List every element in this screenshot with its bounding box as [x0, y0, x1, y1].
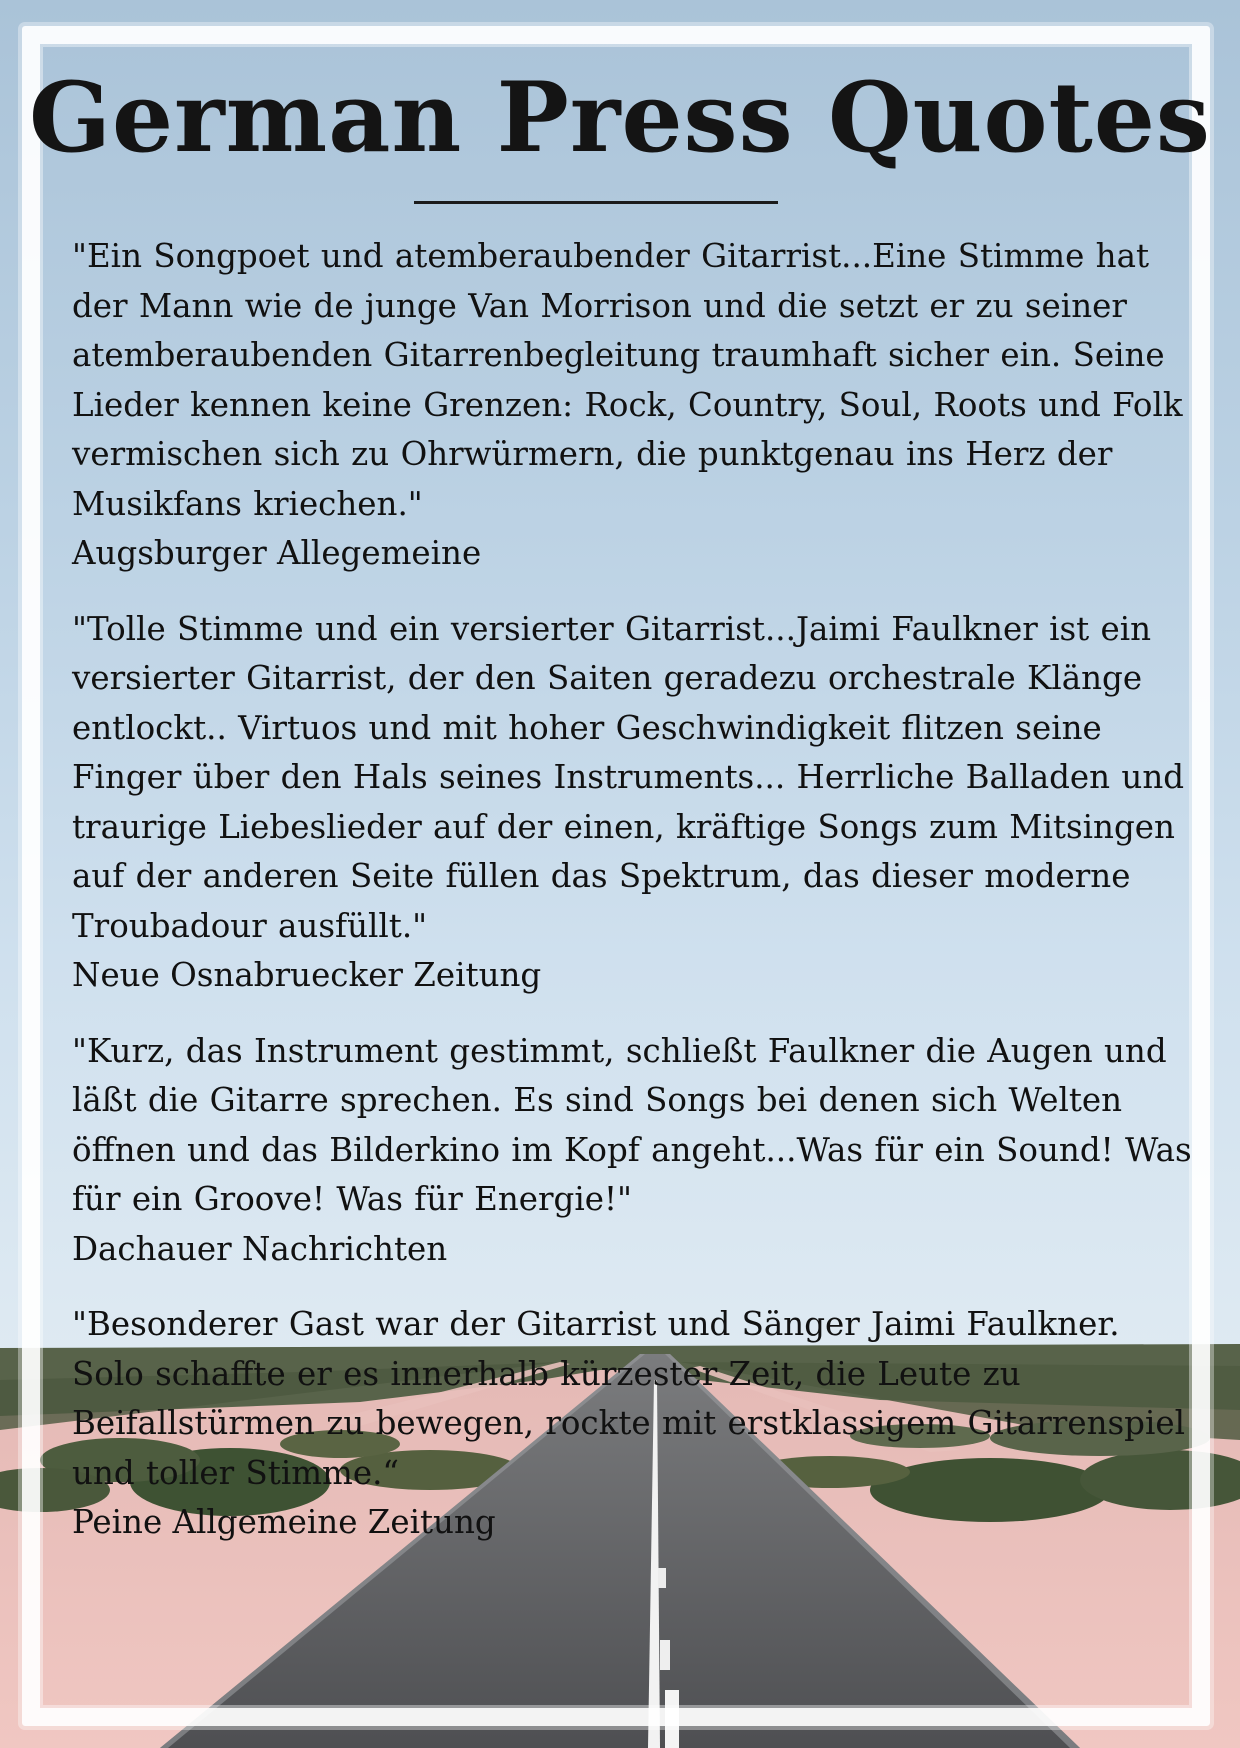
- quote-block: [72, 232, 1192, 579]
- title-divider: [414, 201, 778, 204]
- quote-text: "Besonderer Gast war der Gitarrist und Sänger Jaimi Faulkner. Solo schaffte er es innerhalb kürzester Zeit, die Leute zu Beifallstürmen zu bewegen, rockte mit erstklassigem Gitarrenspiel und toller Stimme.“: [72, 1305, 1185, 1492]
- quote-text: "Tolle Stimme und ein versierter Gitarrist...Jaimi Faulkner ist ein versierter Gitarrist, der den Saiten geradezu orchestrale Klänge entlockt.. Virtuos und mit hoher Geschwindigkeit flitzen seine Finger über den Hals seines Instruments... Herrliche Balladen und traurige Liebeslieder auf der einen, kräftige Songs zum Mitsingen auf der anderen Seite füllen das Spektrum, das dieser moderne Troubadour ausfüllt.": [72, 609, 1185, 945]
- quote-text: "Ein Songpoet und atemberaubender Gitarrist...Eine Stimme hat der Mann wie de junge Van Morrison und die setzt er zu seiner atemberaubenden Gitarrenbegleitung traumhaft sicher ein. Seine Lieder kennen keine Grenzen: Rock, Country, Soul, Roots und Folk vermischen sich zu Ohrwürmern, die punktgenau ins Herz der Musikfans kriechen.": [72, 237, 1183, 523]
- quotes-list: [72, 232, 1192, 1574]
- quote-text: "Kurz, das Instrument gestimmt, schließt Faulkner die Augen und läßt die Gitarre sprechen. Es sind Songs bei denen sich Welten öffnen und das Bilderkino im Kopf angeht...Was für ein Sound! Was für ein Groove! Was für Energie!": [72, 1031, 1192, 1218]
- page-title: German Press Quotes: [29, 61, 1211, 174]
- quote-block: [72, 1300, 1192, 1548]
- quote-source: Dachauer Nachrichten: [72, 1229, 448, 1268]
- quote-source: Peine Allgemeine Zeitung: [72, 1503, 496, 1541]
- quote-block: [72, 1027, 1192, 1275]
- quote-block: [72, 605, 1192, 1001]
- quote-source: Neue Osnabruecker Zeitung: [72, 956, 542, 994]
- quote-source: Augsburger Allegemeine: [72, 534, 482, 572]
